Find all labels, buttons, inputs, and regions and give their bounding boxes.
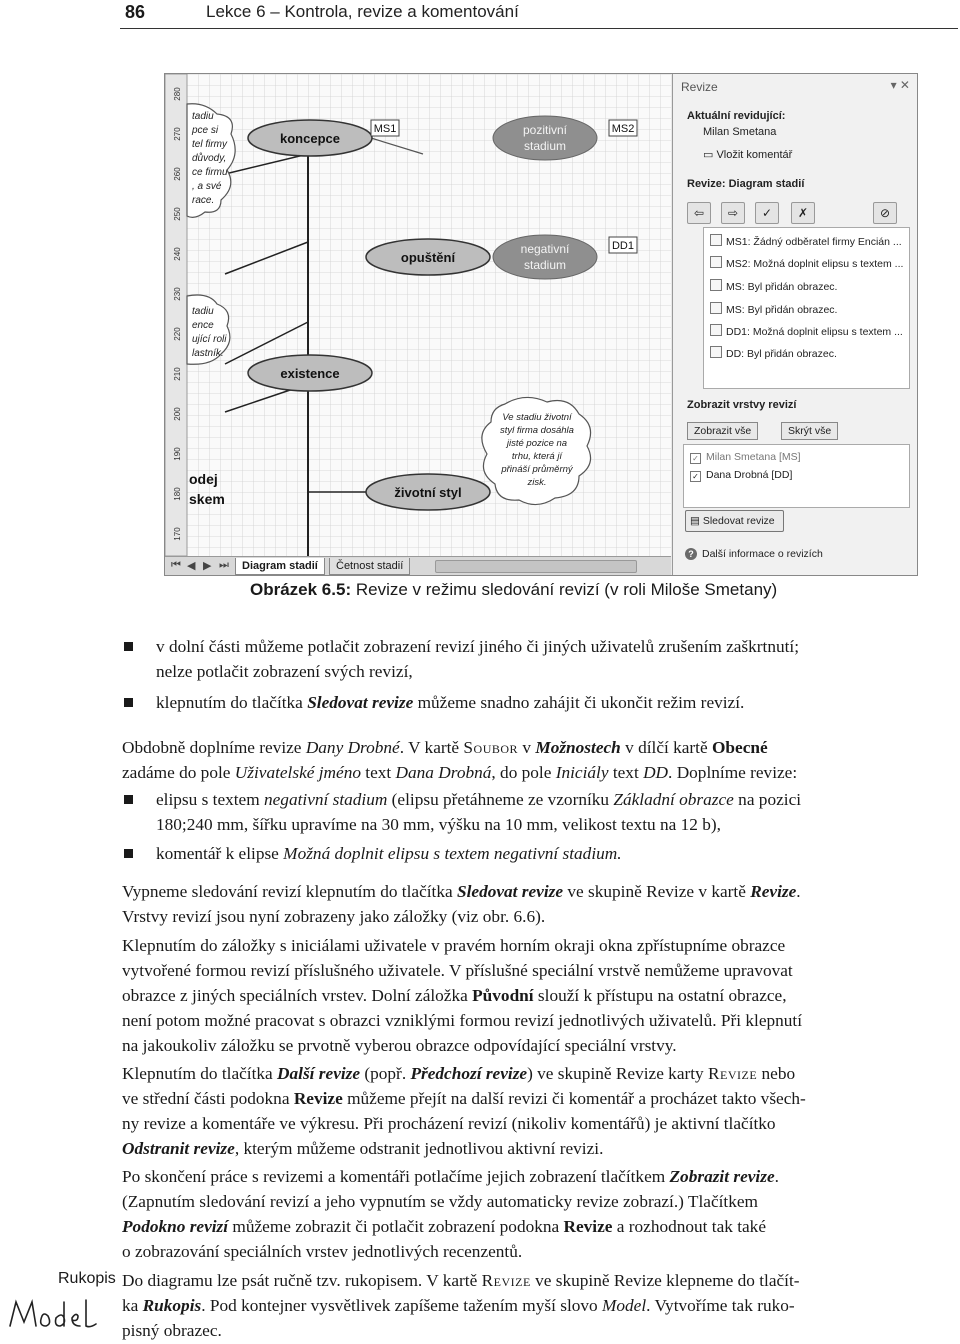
cut-label-2: skem <box>189 491 225 507</box>
cloud1-l1: tadiu <box>192 111 214 122</box>
bullet <box>124 698 133 707</box>
pane-close-icon[interactable]: ▾ ✕ <box>890 78 910 92</box>
previous-revision-icon[interactable]: ⇦ <box>687 202 711 224</box>
bullet-4: komentář k elipse Možná doplnit elipsu s textem negativní stadium. <box>156 844 622 863</box>
ruler-label: 280 <box>173 87 182 101</box>
list-item[interactable]: MS: Byl přidán obrazec. <box>710 279 837 293</box>
prev-sheet-icon[interactable]: ◀ <box>187 560 196 572</box>
track-icon: ▤ <box>690 515 700 527</box>
ruler-label: 250 <box>173 207 182 221</box>
cut-label-1: odej <box>189 471 218 487</box>
bullet-2: klepnutím do tlačítka Sledovat revize můžeme snadno zahájit či ukončit režim revizí. <box>156 693 745 712</box>
ruler-label: 190 <box>173 447 182 461</box>
ruler-label: 240 <box>173 247 182 261</box>
bullet <box>124 849 133 858</box>
shape-koncepce[interactable]: koncepce <box>280 131 340 146</box>
ruler-label: 200 <box>173 407 182 421</box>
shape-opusteni[interactable]: opuštění <box>400 250 456 265</box>
last-sheet-icon[interactable]: ⏭ <box>219 559 229 571</box>
diagram-svg <box>165 74 671 556</box>
revision-pane <box>672 74 918 575</box>
list-item[interactable]: DD: Byl přidán obrazec. <box>710 346 837 360</box>
current-reviewer-heading: Aktuální revidující: <box>687 110 786 122</box>
cloud2-l2: ence <box>192 320 214 331</box>
delete-revision-icon[interactable]: ⊘ <box>873 202 897 224</box>
next-revision-icon[interactable]: ⇨ <box>721 202 745 224</box>
list-item[interactable]: MS1: Žádný odběratel firmy Encián ... <box>710 234 902 248</box>
next-sheet-icon[interactable]: ▶ <box>203 560 212 572</box>
bullet-1: v dolní části můžeme potlačit zobrazení revizí jiného či jiných uživatelů zrušením zaškrtnutí; nelze potlačit zobrazení svých revizí, <box>156 637 800 681</box>
help-label: Další informace o revizích <box>702 548 823 560</box>
layer-ms[interactable]: ✓ Milan Smetana [MS] <box>690 451 801 464</box>
track-revisions-label: Sledovat revize <box>702 515 775 527</box>
layer-dd[interactable]: ✓ Dana Drobná [DD] <box>690 469 792 482</box>
layers-list <box>683 444 910 508</box>
bullet <box>124 795 133 804</box>
show-all-button[interactable]: Zobrazit vše <box>687 422 758 440</box>
margin-label-rukopis: Rukopis <box>58 1270 116 1287</box>
bullet <box>124 642 133 651</box>
paragraph: Po skončení práce s revizemi a komentáři potlačíme jejich zobrazení tlačítkem Zobrazit revize. (Zapnutím sledování revizí a jeho vypnutím se vždy automaticky revize zobrazí.) Tlačítkem Podokno revizí můžeme zobrazit či potlačit zobrazení podokna Revize a rozhodnout tak také o zobrazování speciálních vrstev jednotlivých recenzentů. <box>122 1167 779 1261</box>
ellipse-negativni-line1: negativní <box>520 242 570 256</box>
cloud-right-l6: zisk. <box>527 477 547 488</box>
ruler-label: 220 <box>173 327 182 341</box>
shape-existence[interactable]: existence <box>280 366 340 381</box>
list-item[interactable]: MS: Byl přidán obrazec. <box>710 302 837 316</box>
ruler-label: 180 <box>173 487 182 501</box>
paragraph: Klepnutím do tlačítka Další revize (popř. Předchozí revize) ve skupině Revize karty Revize nebo ve střední části podokna Revize můžeme přejít na další revizi či komentář a procházet takto všech- ny revize a komentáře ve výkresu. Při procházení revizí (nikoliv komentářů) je aktivní tlačítko Odstranit revize, kterým můžeme odstranit jednotlivou aktivní revizi. <box>122 1064 806 1158</box>
header-rule <box>120 28 958 29</box>
shape-zivotni-styl[interactable]: životní styl <box>394 485 462 500</box>
list-item[interactable]: MS2: Možná doplnit elipsu s textem ... <box>710 256 903 270</box>
ruler-label: 270 <box>173 127 182 141</box>
marker-ms1[interactable]: MS1 <box>373 123 397 135</box>
tab-cetnost-stadii[interactable]: Četnost stadií <box>329 558 410 575</box>
cloud2-l3: ující roli <box>192 334 227 345</box>
list-item[interactable]: DD1: Možná doplnit elipsu s textem ... <box>710 324 903 338</box>
ruler-label: 230 <box>173 287 182 301</box>
cloud-right-l5: přináší průměrný <box>501 464 573 475</box>
ruler-label: 260 <box>173 167 182 181</box>
revisions-heading: Revize: Diagram stadií <box>687 178 805 190</box>
reject-revision-icon[interactable]: ✗ <box>791 202 815 224</box>
paragraph: Obdobně doplníme revize Dany Drobné. V kartě Soubor v Možnostech v dílčí kartě Obecné zadáme do pole Uživatelské jméno text Dana Drobná, do pole Iniciály text DD. Doplníme revize: <box>122 738 798 782</box>
first-sheet-icon[interactable]: ⏮ <box>171 559 181 571</box>
paragraph: Vypneme sledování revizí klepnutím do tlačítka Sledovat revize ve skupině Revize v kartě Revize. Vrstvy revizí jsou nyní zobrazeny jako záložky (viz obr. 6.6). <box>122 882 801 926</box>
chapter-title: Lekce 6 – Kontrola, revize a komentování <box>206 2 519 21</box>
comment-icon: ▭ <box>703 149 714 161</box>
cloud2-l1: tadiu <box>192 306 214 317</box>
cloud1-l5: ce firmu <box>192 167 228 178</box>
insert-comment-link[interactable] <box>703 148 792 161</box>
ellipse-negativni-line2: stadium <box>523 258 567 272</box>
cloud1-l3: tel firmy <box>192 139 227 150</box>
reviewer-name: Milan Smetana <box>703 126 777 138</box>
caption-label: Obrázek 6.5: <box>250 580 352 599</box>
insert-comment-label: Vložit komentář <box>716 149 793 161</box>
pane-title: Revize <box>681 80 718 94</box>
help-link[interactable] <box>685 548 823 560</box>
cloud-right-l3: jisté pozice na <box>506 438 568 449</box>
cloud-right-l2: styl firma dosáhla <box>500 425 574 436</box>
cloud1-l2: pce si <box>192 125 219 136</box>
cloud2-l4: lastník. <box>192 348 224 359</box>
ruler-label: 170 <box>173 527 182 541</box>
tab-diagram-stadii[interactable]: Diagram stadií <box>235 558 325 575</box>
ellipse-pozitivni-line2: stadium <box>523 139 567 153</box>
visio-screenshot <box>164 73 918 576</box>
caption-text: Revize v režimu sledování revizí (v roli Miloše Smetany) <box>351 580 778 599</box>
handwritten-model-image <box>6 1296 106 1332</box>
hide-all-button[interactable]: Skrýt vše <box>781 422 838 440</box>
bullet-3: elipsu s textem negativní stadium (elipsu přetáhneme ze vzorníku Základní obrazce na pozici 180;240 mm, šířku upravíme na 30 mm, výšku na 10 mm, velikost textu na 12 b), <box>156 790 802 834</box>
ellipse-pozitivni-line1: pozitivní <box>522 123 568 137</box>
help-icon: ? <box>685 548 697 560</box>
revision-list <box>703 227 910 389</box>
paragraph: Klepnutím do záložky s iniciálami uživatele v pravém horním okraji okna zpřístupníme obrazce vytvořené formou revizí příslušného uživatele. V příslušné speciální vrstvě nemůžeme upravovat obrazce z jiných speciálních vrstev. Dolní záložka Původní slouží k přístupu na ostatní obrazce, není potom možné pracovat s obrazci vzniklými formou revizí jednotlivých uživatelů. Při klepnutí na jakoukoliv záložku se prvotně vyberou obrazce odpovídající speciální vrstvy. <box>122 936 803 1055</box>
cloud-right-l1: Ve stadiu životní <box>502 412 572 423</box>
figure-caption <box>250 580 777 600</box>
page-number: 86 <box>125 2 146 22</box>
track-revisions-button[interactable] <box>685 510 784 532</box>
cloud1-l4: důvody, <box>192 153 227 164</box>
layers-heading: Zobrazit vrstvy revizí <box>687 399 797 411</box>
paragraph: Do diagramu lze psát ručně tzv. rukopisem. V kartě Revize ve skupině Revize klepneme do tlačít- ka Rukopis. Pod kontejner vysvětlivek zapíšeme tažením myší slovo Model. Vytvoříme tak ruko- pisný obrazec. <box>122 1271 800 1340</box>
sheet-tab-bar <box>165 556 671 576</box>
marker-ms2[interactable]: MS2 <box>611 123 635 135</box>
marker-dd1[interactable]: DD1 <box>611 240 635 252</box>
cloud1-l6: , a své <box>192 181 222 192</box>
cloud1-l7: race. <box>192 195 215 206</box>
accept-revision-icon[interactable]: ✓ <box>755 202 779 224</box>
cloud-right-l4: trhu, která jí <box>511 451 563 462</box>
ruler-label: 210 <box>173 367 182 381</box>
page-header <box>0 0 960 30</box>
horizontal-scrollbar[interactable] <box>435 560 637 573</box>
drawing-canvas[interactable] <box>165 74 671 556</box>
